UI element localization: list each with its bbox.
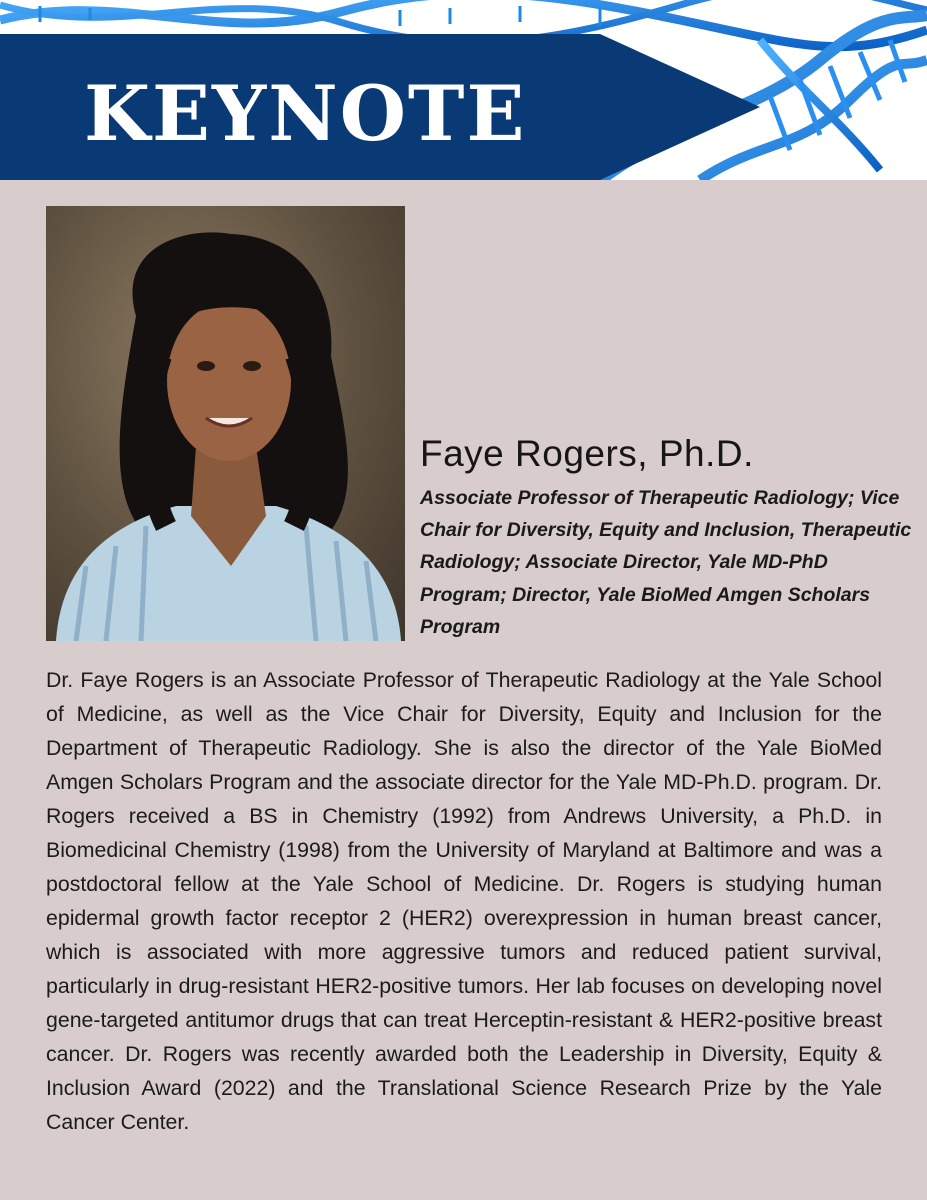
speaker-titles: Associate Professor of Therapeutic Radiology; Vice Chair for Diversity, Equity and Inclusion, Therapeutic Radiology; Associate Director, Yale MD-PhD Program; Director, Yale BioMed Amgen Scholars Program <box>420 487 912 638</box>
banner-title: KEYNOTE <box>84 69 527 158</box>
portrait-photo-icon <box>46 206 405 641</box>
speaker-photo <box>46 206 405 641</box>
header-band <box>0 0 927 180</box>
speaker-name: Faye Rogers, Ph.D. <box>420 433 754 474</box>
keynote-banner <box>0 34 760 180</box>
speaker-bio: Dr. Faye Rogers is an Associate Professor of Therapeutic Radiology at the Yale School of Medicine, as well as the Vice Chair for Diversity, Equity and Inclusion for the Department of Therapeutic Radiology. She is also the director of the Yale BioMed Amgen Scholars Program and the associate director for the Yale MD-Ph.D. program. Dr. Rogers received a BS in Chemistry (1992) from Andrews University, a Ph.D. in Biomedicinal Chemistry (1998) from the University of Maryland at Baltimore and was a postdoctoral fellow at the Yale School of Medicine. Dr. Rogers is studying human epidermal growth factor receptor 2 (HER2) overexpression in human breast cancer, which is associated with more aggressive tumors and reduced patient survival, particularly in drug-resistant HER2-positive tumors. Her lab focuses on developing novel gene-targeted antitumor drugs that can treat Herceptin-resistant & HER2-positive breast cancer. Dr. Rogers was recently awarded both the Leadership in Diversity, Equity & Inclusion Award (2022) and the Translational Science Research Prize by the Yale Cancer Center. <box>46 668 882 1134</box>
